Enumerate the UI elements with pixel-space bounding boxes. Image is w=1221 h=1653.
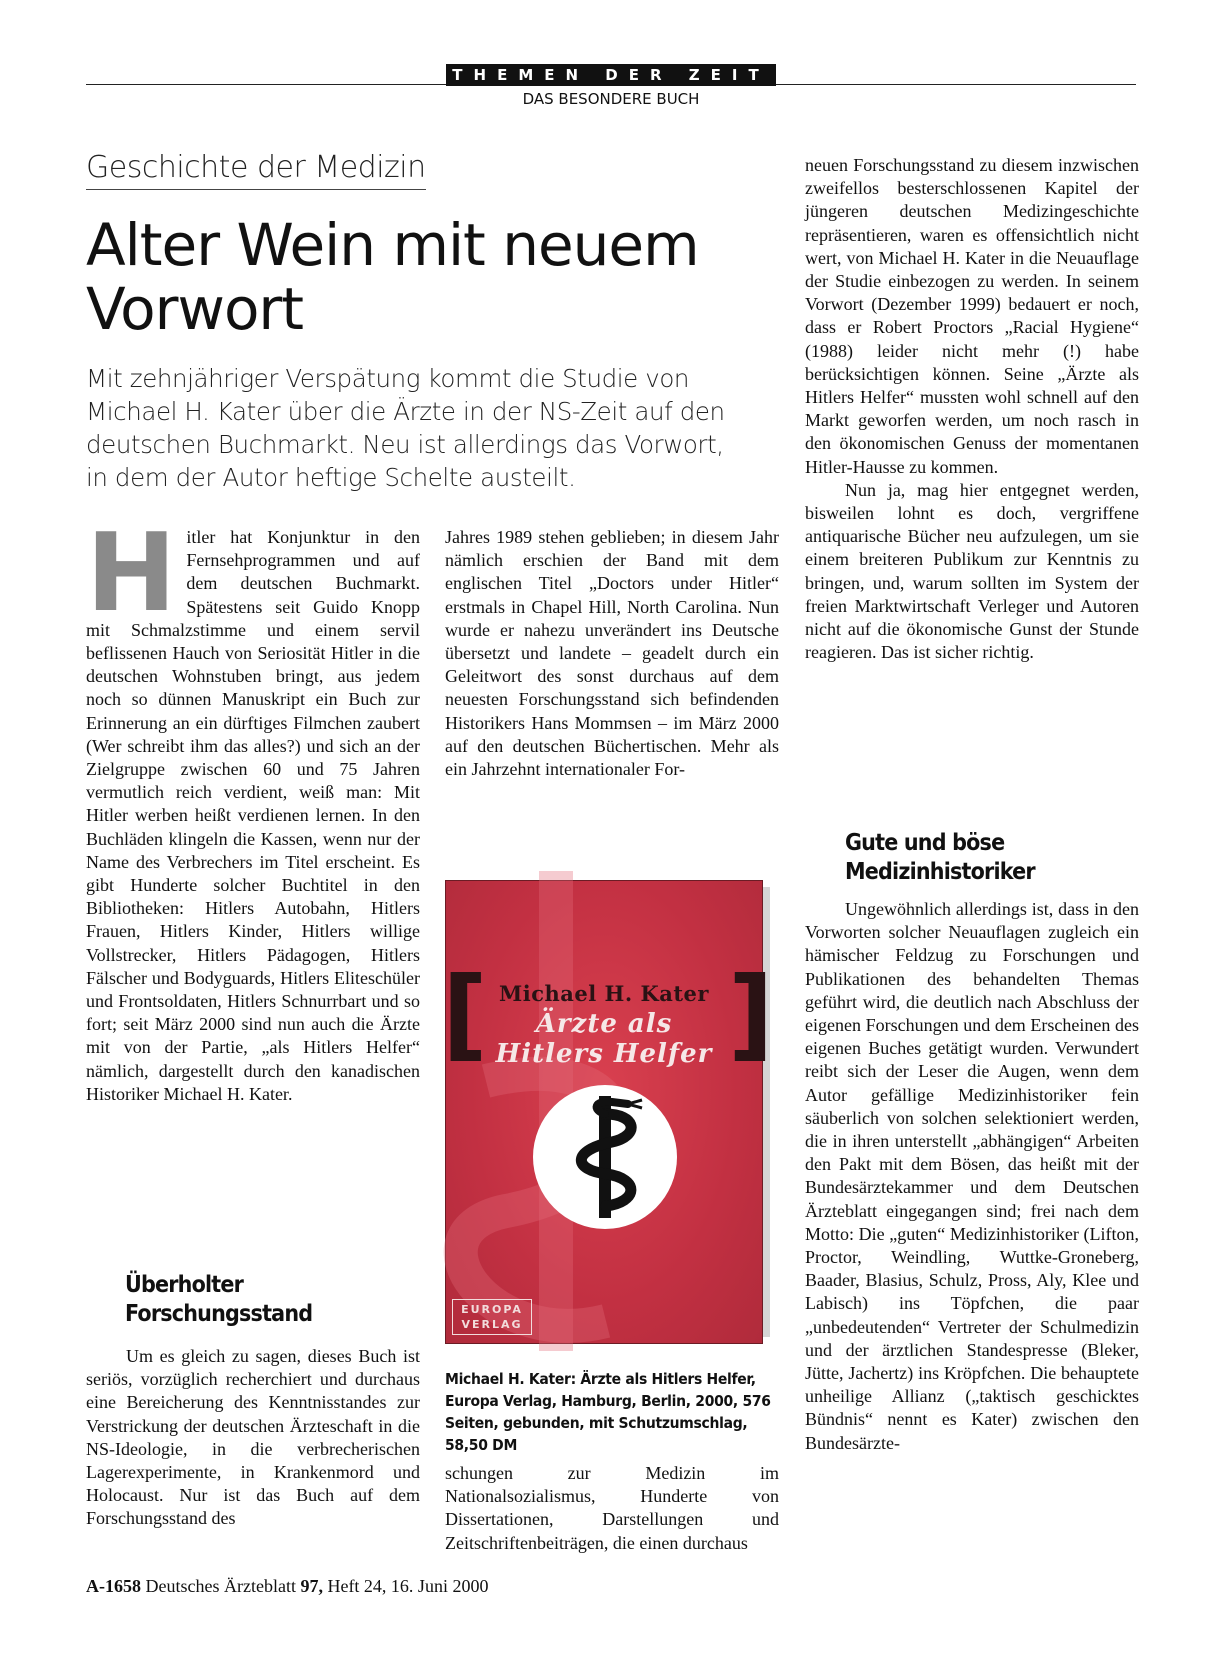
body-column-2-continued — [445, 1462, 779, 1555]
book-cover — [442, 880, 774, 1344]
cover-title — [446, 1009, 762, 1069]
body-column-3 — [805, 154, 1139, 664]
rubric: Geschichte der Medizin — [86, 150, 426, 190]
paragraph: Um es gleich zu sagen, dieses Buch ist seriös, vorzüglich recherchiert und durchaus eine Bereicherung des Kenntnisstandes zur Verstrickung der deutschen Ärzteschaft in die NS-Ideologie, in die verbrecherischen Lagerexperimente, in Krankenmord und Holocaust. Nur ist das Buch auf dem Forschungsstand des — [86, 1346, 420, 1529]
issue-info: Heft 24, 16. Juni 2000 — [327, 1576, 489, 1596]
publisher-logo — [452, 1299, 532, 1335]
page-number: A-1658 — [86, 1576, 141, 1596]
subhead-2: Gute und böse Medizinhistoriker — [845, 830, 1035, 885]
paragraph: Ungewöhnlich allerdings ist, dass in den Vorworten solcher Neuauflagen zugleich ein hämischer Feldzug zu Forschungen und Publikationen des behandelten Themas geführt wird, die deutlich nach Abschluss der eigenen Forschungen und dem Erscheinen des eigenen Buches getätigt wurden. Verwundert reibt sich der Leser die Augen, wenn dem Autor gefällige Medizinhistoriker fein säuberlich von solchen selektioniert werden, die in ihren unterstellt „abhängigen“ Arbeiten den Pakt mit dem Bösen, das heißt mit der Bundesärztekammer und dem Deutschen Ärzteblatt eingegangen sind; frei nach dem Motto: Die „guten“ Medizinhistoriker (Lifton, Proctor, Weindling, Wuttke-Groneberg, Baader, Blasius, Schulz, Pross, Aly, Klee und Labisch) ins Töpfchen, die paar „unbedeutenden“ Vertreter der Schulmedizin und der ärztlichen Standespresse (Bleker, Jütte, Jachertz) ins Kröpfchen. Die behauptete unheilige Allianz („taktisch geschicktes Bündnis“ nennt es Kater) zwischen den Bundesärzte- — [805, 899, 1139, 1453]
dropcap: H — [86, 511, 177, 636]
right-bracket-icon: ] — [728, 955, 774, 1072]
headline: Alter Wein mit neuem Vorwort — [86, 211, 699, 343]
paragraph: Jahres 1989 stehen geblieben; in diesem Jahr nämlich erschien der Band mit dem englischen Titel „Doctors under Hitler“ erstmals in Chapel Hill, North Carolina. Nun wurde er nahezu unverändert ins Deutsche übersetzt und landete – geadelt durch ein Geleitwort des sonst durchaus auf dem neuesten Forschungsstand sich befindenden Historikers Hans Mommsen – im März 2000 auf den deutschen Büchertischen. Mehr als ein Jahrzehnt internationaler For- — [445, 527, 779, 780]
body-column-2 — [445, 526, 779, 781]
cover-author: Michael H. Kater — [499, 981, 709, 1006]
body-column-1 — [86, 511, 420, 1106]
subhead-1: Überholter Forschungsstand — [125, 1272, 313, 1327]
cover-title-line-2: Hitlers Helfer — [495, 1039, 713, 1069]
page-footer — [86, 1576, 488, 1597]
paragraph: Nun ja, mag hier entgegnet werden, bisweilen lohnt es doch, vergriffene antiquarische Bücher neu aufzulegen, um sie einem breiteren Publikum zur Kenntnis zu bringen, und, warum sollten im System der freien Marktwirtschaft Verleger und Autoren nicht auf die ökonomische Gunst der Stunde reagieren. Das ist sicher richtig. — [805, 479, 1139, 663]
paragraph: neuen Forschungsstand zu diesem inzwischen zweifellos besterschlossenen Kapitel der jüngeren deutschen Medizingeschichte repräsentieren, waren es offensichtlich nicht wert, von Michael H. Kater in die Neuauflage der Studie einbezogen zu werden. In seinem Vorwort (Dezember 1999) bedauert er noch, dass er Robert Proctors „Racial Hygiene“ (1988) leider nicht mehr (!) habe berücksichtigen können. Seine „Ärzte als Hitlers Helfer“ mussten wohl schnell auf den Markt geworfen werden, um noch rasch in den ökonomischen Genuss der momentanen Hitler-Hausse zu kommen. — [805, 155, 1139, 477]
body-column-3-continued — [805, 898, 1139, 1455]
paragraph: schungen zur Medizin im Nationalsozialismus, Hunderte von Dissertationen, Darstellungen und Zeitschriftenbeiträgen, die einen durchaus — [445, 1463, 779, 1553]
deck: Mit zehnjähriger Verspätung kommt die Studie von Michael H. Kater über die Ärzte in der NS-Zeit auf den deutschen Buchmarkt. Neu ist allerdings das Vorwort, in dem der Autor heftige Schelte austeilt. — [86, 364, 725, 492]
book-caption: Michael H. Kater: Ärzte als Hitlers Helfer, Europa Verlag, Hamburg, Berlin, 2000, 576 Seiten, gebunden, mit Schutzumschlag, 58,50 DM — [445, 1370, 771, 1454]
aesculapius-staff-icon — [532, 1084, 678, 1230]
journal-name: Deutsches Ärzteblatt — [145, 1576, 296, 1596]
left-bracket-icon: [ — [442, 955, 488, 1072]
publisher-line-1: EUROPA — [461, 1303, 523, 1316]
publisher-line-2: VERLAG — [461, 1318, 523, 1331]
subsection-label: DAS BESONDERE BUCH — [522, 90, 700, 108]
body-column-1-continued — [86, 1345, 420, 1531]
section-kicker: THEMEN DER ZEIT — [446, 64, 776, 86]
cover-title-line-1: Ärzte als — [535, 1009, 673, 1039]
paragraph: itler hat Konjunktur in den Fernsehprogrammen und auf dem deutschen Buchmarkt. Spätestens seit Guido Knopp mit Schmalzstimme und einem servil beflissenen Hauch von Seriosität Hitler in die deutschen Wohnstuben bringt, aus jedem noch so dünnen Manuskript ein Buch zur Erinnerung an ein dürftiges Filmchen zaubert (Wer schreibt ihm das alles?) und sich an der Zielgruppe zwischen 60 und 75 Jahren vermutlich reich verdient, weiß man: Mit Hitler werben heißt verdienen lernen. In den Buchläden klingeln die Kassen, wenn nur der Name des Verbrechers im Titel erscheint. Es gibt Hunderte solcher Buchtitel in den Bibliotheken: Hitlers Autobahn, Hitlers Frauen, Hitlers Kinder, Hitlers willige Vollstrecker, Hitlers Pädagogen, Hitlers Fälscher und Bodyguards, Hitlers Eliteschüler und Frontsoldaten, Hitlers Schnurrbart und so fort; seit März 2000 sind nun auch die Ärzte mit von der Partie, „als Hitlers Helfer“ nämlich, dargestellt durch den kanadischen Historiker Michael H. Kater. — [86, 527, 420, 1104]
volume-number: 97, — [300, 1576, 323, 1596]
